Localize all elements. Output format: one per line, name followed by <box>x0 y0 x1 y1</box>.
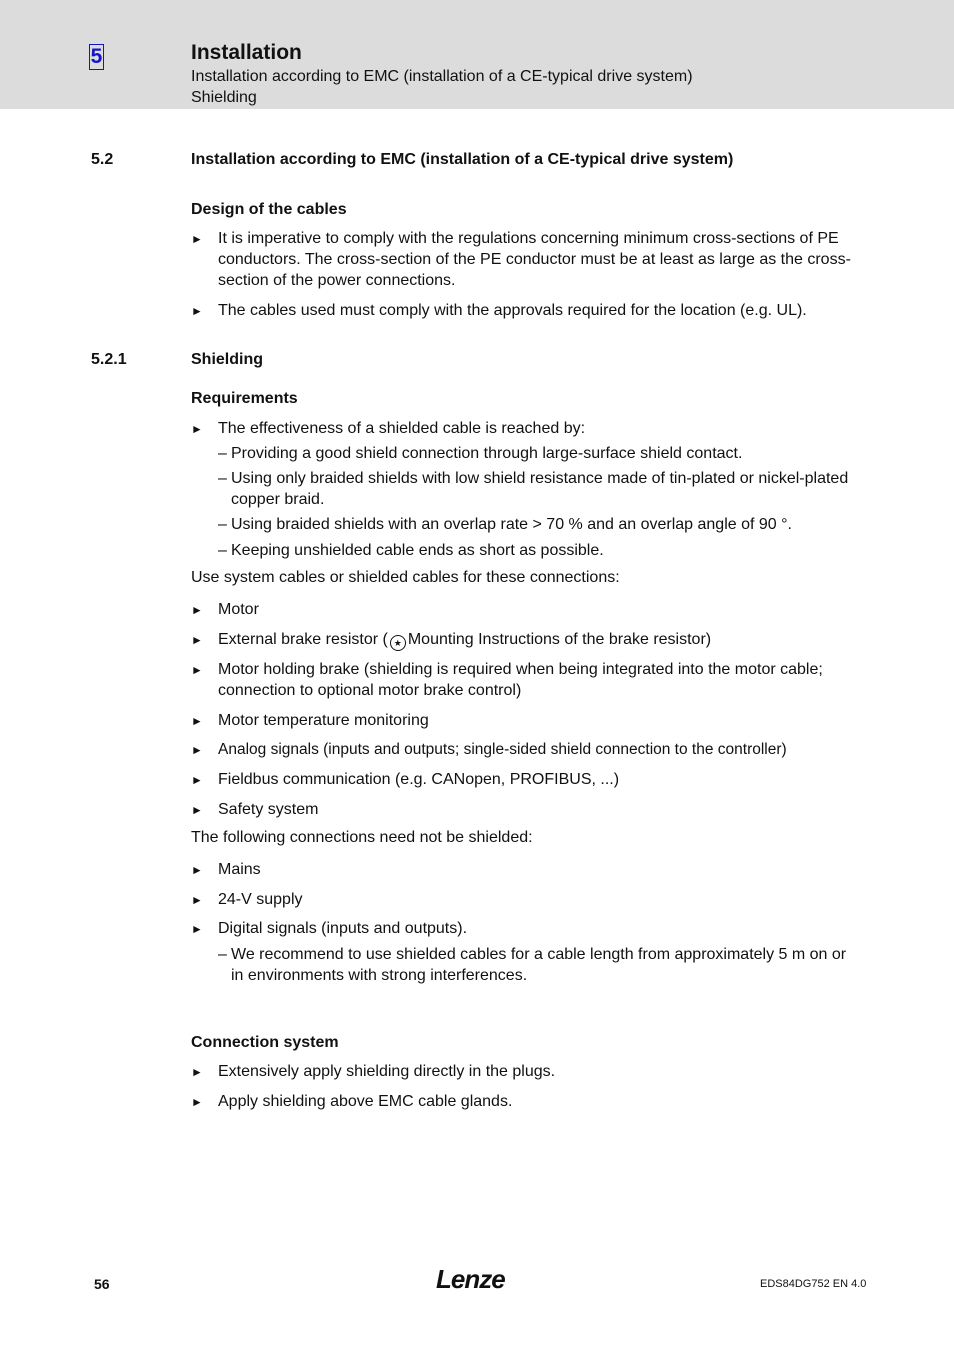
header-subtitle-subsection: Shielding <box>191 89 257 106</box>
page-number: 56 <box>94 1276 110 1292</box>
list-item: ► Safety system <box>191 799 863 820</box>
sub-list-item: – Using braided shields with an overlap rate > 70 % and an overlap angle of 90 °. <box>218 516 792 533</box>
book-reference-icon: ★ <box>390 635 406 651</box>
design-heading: Design of the cables <box>191 201 347 218</box>
list-item: ► Motor temperature monitoring <box>191 710 863 731</box>
list-item: ► Analog signals (inputs and outputs; single-sided shield connection to the controller) <box>191 739 871 760</box>
shielded-intro: Use system cables or shielded cables for these connections: <box>191 569 620 586</box>
list-item: ► Motor holding brake (shielding is required when being integrated into the motor cable; connection to optional motor brake control) <box>191 661 823 699</box>
triangle-right-icon: ► <box>191 922 203 936</box>
triangle-right-icon: ► <box>191 232 203 246</box>
triangle-right-icon: ► <box>191 773 203 787</box>
unshielded-intro: The following connections need not be shielded: <box>191 829 533 846</box>
section-number: 5.2 <box>91 151 114 168</box>
requirements-heading: Requirements <box>191 390 298 407</box>
sub-list-item: – Using only braided shields with low shield resistance made of tin-plated or nickel-plated copper braid. <box>218 470 849 508</box>
sub-list-item: – We recommend to use shielded cables for a cable length from approximately 5 m on or in environments with strong interferences. <box>218 946 847 984</box>
subsection-title: Shielding <box>191 351 263 368</box>
cross-reference-link[interactable]: Mounting Instructions of the brake resistor) <box>407 631 712 648</box>
sub-list-item: – Keeping unshielded cable ends as short as possible. <box>218 542 604 559</box>
triangle-right-icon: ► <box>191 863 203 877</box>
triangle-right-icon: ► <box>191 422 203 436</box>
triangle-right-icon: ► <box>191 893 203 907</box>
triangle-right-icon: ► <box>191 743 203 757</box>
list-item: ► The effectiveness of a shielded cable is reached by: <box>191 418 863 439</box>
header-subtitle-section: Installation according to EMC (installation of a CE-typical drive system) <box>191 68 693 85</box>
triangle-right-icon: ► <box>191 663 203 677</box>
list-item: ► Apply shielding above EMC cable glands. <box>191 1091 863 1112</box>
triangle-right-icon: ► <box>191 1095 203 1109</box>
document-id: EDS84DG752 EN 4.0 <box>760 1278 867 1290</box>
triangle-right-icon: ► <box>191 803 203 817</box>
sub-list-item: – Providing a good shield connection through large-surface shield contact. <box>218 445 743 462</box>
chapter-title: Installation <box>191 41 302 64</box>
list-item: ► Fieldbus communication (e.g. CANopen, PROFIBUS, ...) <box>191 769 863 790</box>
page-header <box>0 0 954 109</box>
list-item: ► It is imperative to comply with the regulations concerning minimum cross-sections of PE conductors. The cross-section of the PE conductor must be at least as large as the cross-section of the power connections. <box>191 230 851 289</box>
triangle-right-icon: ► <box>191 1065 203 1079</box>
subsection-number: 5.2.1 <box>91 351 127 368</box>
triangle-right-icon: ► <box>191 603 203 617</box>
list-item: ► 24-V supply <box>191 889 863 910</box>
triangle-right-icon: ► <box>191 714 203 728</box>
list-item: ► Digital signals (inputs and outputs). <box>191 918 863 939</box>
list-item: ► Mains <box>191 859 863 880</box>
list-item: ► Motor <box>191 599 863 620</box>
section-title: Installation according to EMC (installation of a CE-typical drive system) <box>191 151 734 168</box>
chapter-number[interactable]: 5 <box>90 45 103 68</box>
triangle-right-icon: ► <box>191 633 203 647</box>
connection-heading: Connection system <box>191 1034 339 1051</box>
lenze-logo: Lenze <box>436 1264 505 1294</box>
list-item: ► The cables used must comply with the approvals required for the location (e.g. UL). <box>191 300 863 321</box>
list-item: ► External brake resistor ( ★ Mounting Instructions of the brake resistor) <box>191 629 863 651</box>
triangle-right-icon: ► <box>191 304 203 318</box>
list-item: ► Extensively apply shielding directly in the plugs. <box>191 1061 863 1082</box>
